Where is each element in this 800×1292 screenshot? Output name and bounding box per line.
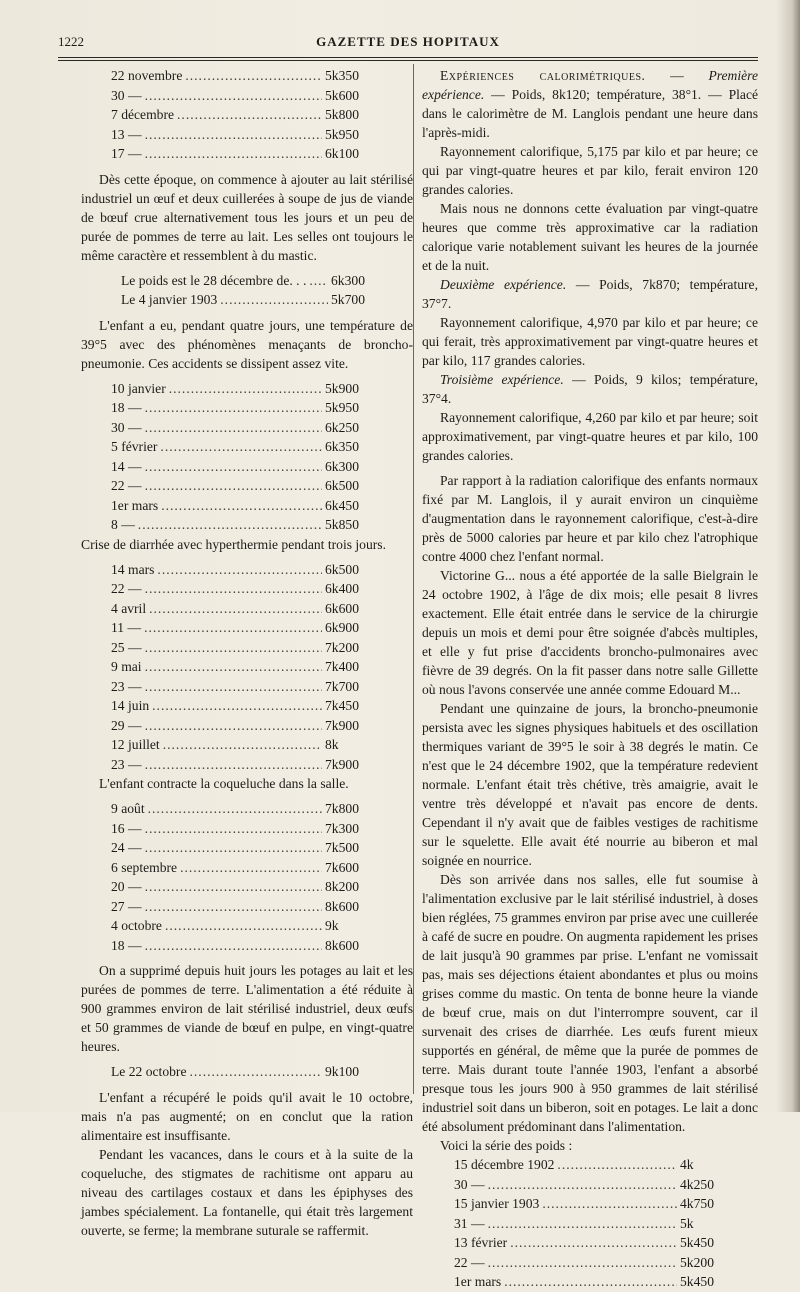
weight-row: [121, 290, 377, 310]
leader-dots: [542, 1194, 677, 1214]
weight-date: 20 —: [111, 879, 142, 894]
leader-dots: [144, 618, 322, 638]
weight-date: 24 —: [111, 840, 142, 855]
weight-row: [111, 657, 371, 677]
experiment-text: Poids, 8k120; température, 38°1. — Placé dans le calorimètre de M. Langlois pendant une heure dans l'après-midi.: [422, 87, 759, 140]
weight-value: 6k450: [325, 497, 359, 513]
weight-value: 7k450: [325, 698, 359, 713]
weight-value: 5k450: [680, 1274, 714, 1289]
weight-value: 7k900: [325, 756, 359, 772]
weight-table-6: [111, 1062, 371, 1082]
weight-date: 16 —: [111, 820, 142, 836]
paragraph: Mais nous ne donnons cette évaluation par vingt-quatre heures que comme très approximative car la radiation calorique varie notablement suivant les heures de la journée et de la nuit.: [422, 201, 758, 273]
weight-row: [454, 1155, 726, 1175]
leader-dots: [145, 125, 322, 145]
weight-row: [111, 618, 371, 638]
journal-title: GAZETTE DES HOPITAUX: [316, 34, 500, 49]
weight-date: 23 —: [111, 678, 142, 694]
weight-date: 22 —: [454, 1254, 485, 1270]
experiment-label: Première expérience.: [422, 68, 759, 102]
leader-dots: [160, 437, 322, 457]
weight-value: 6k100: [325, 146, 359, 161]
leader-dots: [148, 799, 322, 819]
weight-value: 5k200: [680, 1254, 714, 1270]
weight-row: [111, 144, 371, 164]
weight-value: 4k: [680, 1157, 694, 1172]
leader-dots: [149, 599, 322, 619]
weight-row: [111, 897, 371, 917]
page-header: [58, 34, 758, 52]
leader-dots: [145, 838, 322, 858]
weight-value: 7k400: [325, 659, 359, 674]
weight-value: 5k850: [325, 517, 359, 532]
leader-dots: [145, 476, 322, 496]
column-divider: [413, 64, 414, 1094]
weight-table-5: [111, 799, 371, 955]
leader-dots: [190, 1062, 323, 1082]
weight-value: 5k: [680, 1215, 694, 1231]
weight-value: 6k400: [325, 581, 359, 596]
paragraph: Voici la série des poids :: [440, 1138, 573, 1153]
leader-dots: [145, 755, 322, 775]
paragraph: Rayonnement calorifique, 4,970 par kilo et par heure; ce qui ferait, très approximativement par vingt-quatre heures et par kilo, 117 grandes calories.: [422, 315, 758, 368]
paragraph: Crise de diarrhée avec hyperthermie pendant trois jours.: [81, 536, 386, 552]
leader-dots: [145, 86, 322, 106]
weight-row: [454, 1214, 726, 1234]
paragraph: Dès son arrivée dans nos salles, elle fut soumise à l'alimentation exclusive par le lait stérilisé industriel, à doses bien réglées, 75 grammes environ par prise avec une cuillerée à café de sucre en poudre. On augmenta rapidement les prises de lait jusqu'à 90 grammes par prise. L'enfant ne vomissait pas, mais ses déjections étaient abondantes et plus ou moins grises comme du mastic. On tenta de bonne heure la viande de bœuf crue, mais on dut l'interrompre souvent, car il survenait des crises de diarrhée. Les œufs furent mieux supportés en général, de même que la purée de pommes de terre. Mais durant toute l'année 1903, l'enfant a absorbé presque tous les jours 900 à 950 grammes de lait stérilisé industriel soit dans un biberon, soit en potages. Le lait a donc été absolument prédominant dans l'alimentation.: [422, 872, 758, 1134]
weight-date: 9 août: [111, 801, 145, 816]
weight-value: 6k300: [325, 458, 359, 474]
experiment-2: Deuxième expérience. — Poids, 7k870; température, 37°7.: [422, 277, 758, 311]
weight-row: [111, 799, 371, 819]
weight-date: 14 mars: [111, 561, 155, 577]
weight-row: [111, 877, 371, 897]
leader-dots: [145, 418, 322, 438]
weight-date: 30 —: [454, 1176, 485, 1192]
leader-dots: [152, 696, 322, 716]
weight-row: [111, 105, 371, 125]
paragraph: Victorine G... nous a été apportée de la salle Bielgrain le 24 octobre 1902, à l'âge de dix mois; elle pesait 8 livres exactement. Elle était entrée dans le service de la chirurgie depuis un mois et demi pour être soignée d'abcès multiples, et elle y fut prise d'accidents broncho-pulmonaires avec fièvre de 39 degrés. On la fit passer dans notre salle Gillette où nous l'avons conservée une année comme Edouard M...: [422, 568, 758, 697]
leader-dots: [510, 1233, 677, 1253]
weight-date: 10 janvier: [111, 380, 166, 396]
leader-dots: [309, 271, 328, 291]
weight-row: [454, 1194, 726, 1214]
weight-date: 18 —: [111, 937, 142, 953]
weight-date: 18 —: [111, 400, 142, 415]
weight-table-2: [121, 271, 377, 310]
leader-dots: [557, 1155, 677, 1175]
weight-date: 13 février: [454, 1235, 508, 1250]
experiment-label: Deuxième expérience.: [440, 277, 567, 292]
weight-value: 6k300: [331, 272, 365, 288]
leader-dots: [138, 515, 322, 535]
weight-row: [111, 496, 371, 516]
weight-row: [111, 418, 371, 438]
weight-row: [111, 916, 371, 936]
weight-row: [111, 379, 371, 399]
paragraph: Par rapport à la radiation calorifique des enfants normaux fixé par M. Langlois, il y aurait environ un cinquième d'augmentation dans le rayonnement calorifique, c'est-à-dire près de 5000 calories par heure et par kilo chez l'atrophique contre 4000 chez l'enfant normal.: [422, 473, 758, 564]
paragraph: Dès cette époque, on commence à ajouter au lait stérilisé industriel un œuf et deux cuillerées à soupe de jus de viande de bœuf crue alternativement tous les jours et un peu de purée de pommes de terre au lait. Les selles ont toujours le même caractère et ressemblent à du mastic.: [81, 171, 413, 263]
leader-dots: [180, 858, 322, 878]
weight-row: [111, 515, 371, 535]
weight-date: 30 —: [111, 419, 142, 435]
leader-dots: [145, 144, 322, 164]
weight-value: 8k200: [325, 879, 359, 894]
weight-value: 7k200: [325, 639, 359, 655]
weight-value: 7k500: [325, 840, 359, 855]
weight-table-3: [111, 379, 371, 535]
weight-value: 7k600: [325, 859, 359, 875]
weight-value: 7k300: [325, 820, 359, 836]
weight-row: [111, 476, 371, 496]
weight-date: 29 —: [111, 717, 142, 733]
weight-date: 31 —: [454, 1215, 485, 1231]
weight-date: 1er mars: [111, 497, 159, 513]
weight-value: 7k800: [325, 801, 359, 816]
weight-value: 5k800: [325, 107, 359, 122]
weight-row: [111, 437, 371, 457]
weight-row: [111, 838, 371, 858]
leader-dots: [488, 1214, 677, 1234]
weight-value: 8k600: [325, 937, 359, 953]
leader-dots: [145, 657, 322, 677]
weight-row: [111, 599, 371, 619]
weight-value: 4k750: [680, 1196, 714, 1211]
weight-row: [111, 735, 371, 755]
experiment-1: Expériences calorimétriques. — Première expérience. — Poids, 8k120; température, 38°1. — Placé dans le calorimètre de M. Langlois pendant une heure dans l'après-midi.: [422, 68, 759, 140]
weight-date: 12 juillet: [111, 737, 160, 752]
weight-value: 6k500: [325, 561, 359, 577]
weight-row: [111, 398, 371, 418]
leader-dots: [161, 496, 322, 516]
weight-value: 7k700: [325, 678, 359, 694]
leader-dots: [145, 638, 322, 658]
weight-row: [111, 638, 371, 658]
weight-date: 4 octobre: [111, 918, 162, 933]
weight-row: [111, 677, 371, 697]
leader-dots: [177, 105, 322, 125]
leader-dots: [157, 560, 322, 580]
weight-date: 30 —: [111, 87, 142, 103]
weight-row: [111, 1062, 371, 1082]
weight-date: 8 —: [111, 517, 135, 532]
weight-date: 27 —: [111, 898, 142, 914]
right-column: [422, 66, 758, 1292]
weight-date: Le poids est le 28 décembre de. . .: [121, 272, 307, 288]
weight-date: 22 —: [111, 581, 142, 596]
weight-date: 11 —: [111, 620, 142, 635]
leader-dots: [145, 457, 322, 477]
header-rule-thin: [58, 60, 758, 61]
paragraph: L'enfant a récupéré le poids qu'il avait le 10 octobre, mais n'a pas augmenté; on en conclut que la ration alimentaire est insuffisante.: [81, 1089, 413, 1143]
weight-date: 15 décembre 1902: [454, 1157, 555, 1172]
page-number: 1222: [58, 34, 84, 49]
leader-dots: [145, 716, 322, 736]
weight-row: [454, 1253, 726, 1273]
leader-dots: [145, 897, 322, 917]
weight-value: 5k350: [325, 68, 359, 83]
weight-row: [111, 819, 371, 839]
weight-value: 5k950: [325, 400, 359, 415]
section-heading: Expériences calorimétriques.: [440, 68, 646, 83]
weight-value: 5k700: [331, 292, 365, 307]
leader-dots: [145, 936, 322, 956]
paragraph: L'enfant a eu, pendant quatre jours, une température de 39°5 avec des phénomènes menaçants de broncho-pneumonie. Ces accidents se dissipent assez vite.: [81, 317, 413, 371]
weight-date: 22 —: [111, 478, 142, 493]
weight-value: 6k600: [325, 600, 359, 616]
paragraph: Pendant une quinzaine de jours, la broncho-pneumonie persista avec les signes physiques habituels et des oscillation thermiques variant de 39°5 le soir à 38 degrés le matin. Ce n'est que le 24 décembre 1902, que la température redevient normale. L'enfant était très chétive, très amaigrie, avait le ventre très développé et n'avait pas encore de dents. Cependant il n'y avait que de faibles vestiges de rachitisme sur le squelette. Elle avait été nourrie au biberon et mal soignée en nourrice.: [422, 701, 758, 868]
weight-date: 25 —: [111, 639, 142, 655]
weight-table-right: [454, 1155, 726, 1292]
weight-date: 22 novembre: [111, 68, 183, 83]
weight-row: [111, 716, 371, 736]
weight-value: 5k950: [325, 126, 359, 142]
paragraph: Pendant les vacances, dans le cours et à la suite de la coqueluche, des stigmates de rachitisme ont apparu au niveau des cartilages costaux et dans les épiphyses des jambes spécialement. La fontanelle, qui était très largement ouverte, se ferme; la membrane suturale se raffermit.: [81, 1146, 413, 1238]
left-column: [81, 66, 413, 1240]
weight-value: 6k250: [325, 419, 359, 435]
weight-row: [111, 560, 371, 580]
weight-table-1: [111, 66, 371, 164]
weight-row: [454, 1272, 726, 1292]
weight-row: [111, 936, 371, 956]
weight-date: 6 septembre: [111, 859, 178, 875]
weight-value: 6k900: [325, 620, 359, 635]
weight-row: [121, 271, 377, 291]
weight-date: 5 février: [111, 439, 158, 454]
weight-row: [111, 457, 371, 477]
leader-dots: [163, 735, 322, 755]
leader-dots: [145, 877, 322, 897]
header-rule: [58, 57, 758, 58]
weight-value: 5k900: [325, 380, 359, 396]
weight-value: 5k450: [680, 1235, 714, 1250]
weight-row: [454, 1175, 726, 1195]
experiment-text: Poids, 9 kilos; température, 37°4.: [422, 372, 759, 406]
weight-value: 8k: [325, 737, 339, 752]
weight-date: 15 janvier 1903: [454, 1196, 540, 1211]
weight-date: 9 mai: [111, 659, 142, 674]
experiment-text: Poids, 7k870; température, 37°7.: [422, 277, 758, 311]
weight-row: [454, 1233, 726, 1253]
weight-date: 1er mars: [454, 1274, 502, 1289]
paragraph: Rayonnement calorifique, 5,175 par kilo et par heure; ce qui par vingt-quatre heures et par kilo, ferait environ 120 grandes calories.: [422, 144, 758, 197]
weight-date: 13 —: [111, 126, 142, 142]
weight-table-4: [111, 560, 371, 775]
weight-date: Le 22 octobre: [111, 1064, 187, 1079]
weight-row: [111, 86, 371, 106]
leader-dots: [488, 1175, 677, 1195]
leader-dots: [169, 379, 322, 399]
leader-dots: [145, 819, 322, 839]
weight-row: [111, 755, 371, 775]
leader-dots: [145, 677, 322, 697]
weight-value: 9k: [325, 918, 339, 933]
experiment-3: Troisième expérience. — Poids, 9 kilos; température, 37°4.: [422, 372, 759, 406]
weight-date: 23 —: [111, 756, 142, 772]
weight-date: 17 —: [111, 146, 142, 161]
weight-row: [111, 66, 371, 86]
weight-value: 6k350: [325, 439, 359, 454]
weight-value: 5k600: [325, 87, 359, 103]
weight-value: 6k500: [325, 478, 359, 493]
leader-dots: [488, 1253, 677, 1273]
weight-row: [111, 696, 371, 716]
leader-dots: [220, 290, 328, 310]
weight-row: [111, 579, 371, 599]
paragraph: L'enfant contracte la coqueluche dans la salle.: [99, 776, 349, 791]
weight-date: 14 juin: [111, 698, 150, 713]
experiment-label: Troisième expérience.: [440, 372, 564, 387]
leader-dots: [145, 398, 322, 418]
weight-value: 4k250: [680, 1176, 714, 1192]
weight-value: 9k100: [325, 1064, 359, 1079]
paragraph: On a supprimé depuis huit jours les potages au lait et les purées de pommes de terre. L'alimentation a été réduite à 900 grammes environ de lait stérilisé industriel, deux œufs et 50 grammes de viande de bœuf en pulpe, en vingt-quatre heures.: [81, 963, 413, 1054]
weight-row: [111, 125, 371, 145]
leader-dots: [145, 579, 322, 599]
weight-row: [111, 858, 371, 878]
weight-date: 7 décembre: [111, 107, 175, 122]
weight-value: 7k900: [325, 717, 359, 733]
weight-date: 14 —: [111, 458, 142, 474]
leader-dots: [185, 66, 322, 86]
weight-date: Le 4 janvier 1903: [121, 292, 218, 307]
weight-date: 4 avril: [111, 600, 147, 616]
leader-dots: [504, 1272, 677, 1292]
paragraph: Rayonnement calorifique, 4,260 par kilo et par heure; soit approximativement, par vingt-quatre heures et par kilo, 100 grandes calories.: [422, 410, 758, 463]
weight-value: 8k600: [325, 898, 359, 914]
leader-dots: [165, 916, 322, 936]
